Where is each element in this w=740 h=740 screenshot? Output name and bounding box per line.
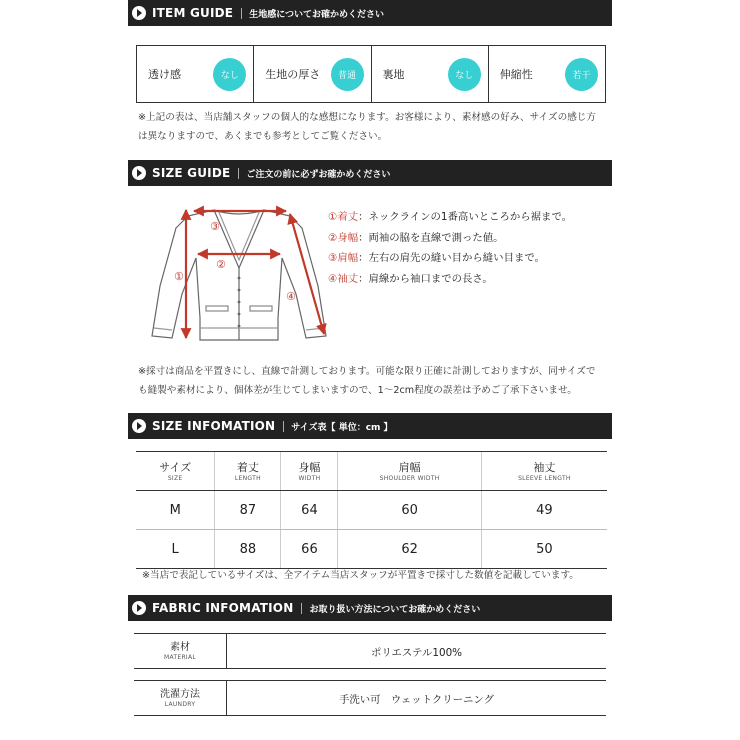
guide-cell-thickness	[254, 46, 371, 102]
legend-item-length: ①着丈：ネックラインの1番高いところから裾まで。	[328, 211, 573, 223]
table-row: M 87 64 60 49	[136, 491, 607, 530]
size-table	[136, 451, 607, 569]
legend-item-sleeve: ④袖丈：肩線から袖口までの長さ。	[328, 272, 493, 285]
guide-cell-stretch	[489, 46, 605, 102]
section-subtitle: サイズ表【 単位：cm 】	[291, 422, 393, 433]
legend-item-shoulder: ③肩幅：左右の肩先の縫い目から縫い目まで。	[328, 252, 545, 264]
arrow-right-icon	[132, 166, 146, 180]
size-guide-note: ※採寸は商品を平置きにし、直線で計測しております。可能な限り正確に計測しておりますが、同サイズで も縫製や素材により、個体差が生じてしまいますので、1〜2cm程度の誤差は予めご了承下さいませ。	[138, 366, 596, 396]
arrow-right-icon	[132, 419, 146, 433]
guide-value-badge: 若干	[565, 58, 598, 91]
section-subtitle: 生地感についてお確かめください	[249, 9, 385, 20]
table-row: L 88 66 62 50	[136, 530, 607, 569]
guide-label: 裏地	[382, 68, 405, 81]
cardigan-measure-diagram	[146, 198, 332, 348]
section-subtitle: ご注文の前に必ずお確かめください	[246, 169, 391, 180]
item-guide-header	[128, 0, 612, 26]
guide-value-badge: なし	[448, 58, 481, 91]
guide-cell-transparency	[137, 46, 254, 102]
guide-value-badge: なし	[213, 58, 246, 91]
item-guide-table	[136, 45, 606, 103]
label-sleeve: ④	[286, 290, 296, 303]
guide-label: 伸縮性	[499, 68, 533, 81]
guide-label: 透け感	[148, 68, 181, 81]
section-subtitle: お取り扱い方法についてお確かめください	[309, 604, 481, 615]
header-shoulder: 肩幅 SHOULDER WIDTH	[338, 452, 481, 491]
size-info-note: ※当店で表記しているサイズは、全アイテム当店スタッフが平置きで採寸した数値を記載しています。	[142, 570, 579, 581]
laundry-value: 手洗い可 ウェットクリーニング	[338, 693, 495, 706]
header-length: 着丈 LENGTH	[215, 452, 281, 491]
size-guide-header	[128, 160, 612, 186]
fabric-info-header	[128, 595, 612, 621]
guide-value-badge: 普通	[331, 58, 364, 91]
header-width: 身幅 WIDTH	[281, 452, 338, 491]
section-title: SIZE GUIDE	[152, 166, 231, 180]
size-info-header	[128, 413, 612, 439]
label-shoulder: ③	[210, 220, 220, 233]
fabric-row-laundry: 洗濯方法 LAUNDRY 手洗い可 ウェットクリーニング	[134, 680, 606, 716]
section-title: SIZE INFOMATION	[152, 419, 276, 433]
arrow-right-icon	[132, 601, 146, 615]
label-length: ①	[174, 270, 184, 283]
table-header-row	[136, 452, 607, 491]
section-title: FABRIC INFOMATION	[152, 601, 294, 615]
section-title: ITEM GUIDE	[152, 6, 234, 20]
guide-cell-lining	[372, 46, 489, 102]
fabric-row-material: 素材 MATERIAL ポリエステル100%	[134, 633, 606, 669]
label-width: ②	[216, 258, 226, 271]
material-value: ポリエステル100%	[370, 646, 463, 659]
header-sleeve: 袖丈 SLEEVE LENGTH	[481, 452, 607, 491]
legend-item-width: ②身幅：両袖の脇を直線で測った値。	[328, 231, 504, 244]
item-guide-note: ※上記の表は、当店舗スタッフの個人的な感想になります。お客様により、素材感の好み、サイズの感じ方 は異なりますので、あくまでも参考としてご覧ください。	[138, 112, 596, 142]
measure-legend	[328, 207, 572, 289]
sleeve-arrow	[290, 214, 324, 334]
arrow-right-icon	[132, 6, 146, 20]
header-size: サイズ SIZE	[136, 452, 215, 491]
guide-label: 生地の厚さ	[265, 68, 321, 81]
